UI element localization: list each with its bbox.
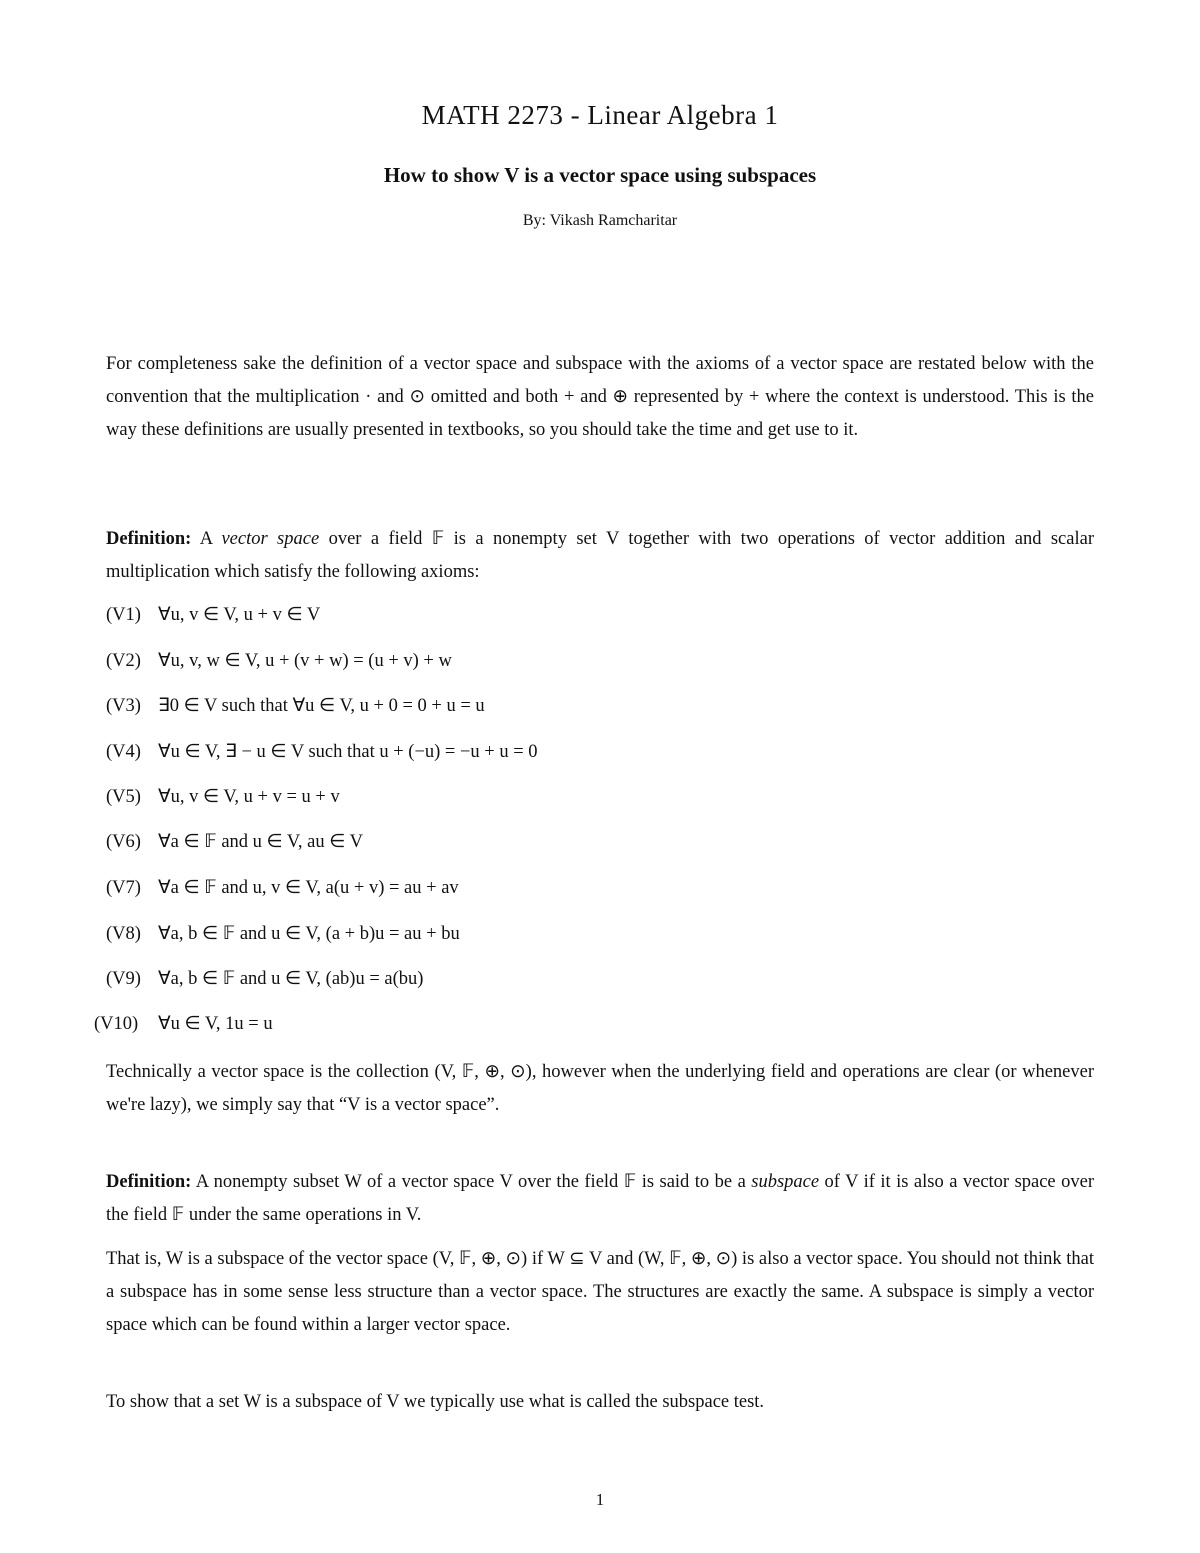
subspace-definition xyxy=(106,1166,1094,1232)
definition-text-pre: A nonempty subset W of a vector space V over the field 𝔽 is said to be a xyxy=(191,1172,752,1192)
definition-term: subspace xyxy=(751,1172,820,1192)
axiom-item xyxy=(106,604,320,634)
axiom-tag: (V7) xyxy=(106,878,141,898)
axiom-item xyxy=(94,1013,273,1043)
axiom-tag: (V2) xyxy=(106,651,141,671)
axiom-item xyxy=(106,923,460,953)
axiom-tag: (V5) xyxy=(106,787,141,807)
axiom-text: ∀u, v ∈ V, u + v ∈ V xyxy=(158,605,321,625)
axiom-tag: (V4) xyxy=(106,742,141,762)
definition-label: Definition: xyxy=(106,529,192,549)
axiom-text: ∀a, b ∈ 𝔽 and u ∈ V, (ab)u = a(bu) xyxy=(158,969,424,989)
definition-text-pre: A xyxy=(191,529,222,549)
page-number: 1 xyxy=(595,1490,605,1509)
that-is-paragraph: That is, W is a subspace of the vector space (V, 𝔽, ⊕, ⊙) if W ⊆ V and (W, 𝔽, ⊕, ⊙) is also a vector space. You should not think that a subspace has in some sense less structure than a vector space. The structures are exactly the same. A subspace is simply a vector space which can be found within a larger vector space. xyxy=(106,1249,1094,1335)
axiom-item xyxy=(106,786,340,816)
vector-space-definition xyxy=(106,523,1094,589)
axiom-text: ∀u, v ∈ V, u + v = u + v xyxy=(158,787,340,807)
axiom-text: ∀u, v, w ∈ V, u + (v + w) = (u + v) + w xyxy=(158,651,452,671)
axiom-text: ∀u ∈ V, ∃ − u ∈ V such that u + (−u) = −u + u = 0 xyxy=(158,742,538,762)
axiom-text: ∀a ∈ 𝔽 and u, v ∈ V, a(u + v) = au + av xyxy=(158,878,459,898)
axiom-item xyxy=(106,968,423,998)
collection-paragraph: Technically a vector space is the collection (V, 𝔽, ⊕, ⊙), however when the underlying field and operations are clear (or whenever we're lazy), we simply say that “V is a vector space”. xyxy=(106,1062,1094,1115)
axiom-item xyxy=(106,650,452,680)
axiom-tag: (V1) xyxy=(106,605,141,625)
axiom-tag: (V9) xyxy=(106,969,141,989)
document-title: MATH 2273 - Linear Algebra 1 xyxy=(421,100,779,130)
definition-text-post: over a field 𝔽 is a nonempty set V together with two operations of vector addition and scalar multiplication which satisfy the following axioms: xyxy=(106,529,1094,582)
axiom-item xyxy=(106,741,538,771)
definition-term: vector space xyxy=(221,529,320,549)
definition-label: Definition: xyxy=(106,1172,192,1192)
axiom-text: ∀a ∈ 𝔽 and u ∈ V, au ∈ V xyxy=(158,832,364,852)
axiom-item xyxy=(106,695,485,725)
document-author: By: Vikash Ramcharitar xyxy=(522,212,678,229)
axiom-text: ∀u ∈ V, 1u = u xyxy=(158,1014,273,1034)
intro-paragraph: For completeness sake the definition of a vector space and subspace with the axioms of a vector space are restated below with the convention that the multiplication · and ⊙ omitted and both + and ⊕ represented by + where the context is understood. This is the way these definitions are usually presented in textbooks, so you should take the time and get use to it. xyxy=(106,354,1094,440)
document-subtitle: How to show V is a vector space using subspaces xyxy=(383,163,817,187)
axiom-item xyxy=(106,877,459,907)
axiom-tag: (V8) xyxy=(106,924,141,944)
axiom-item xyxy=(106,831,363,861)
axiom-tag: (V3) xyxy=(106,696,141,716)
closing-paragraph: To show that a set W is a subspace of V we typically use what is called the subspace test. xyxy=(106,1392,765,1412)
axiom-text: ∀a, b ∈ 𝔽 and u ∈ V, (a + b)u = au + bu xyxy=(158,924,460,944)
axiom-text: ∃0 ∈ V such that ∀u ∈ V, u + 0 = 0 + u = u xyxy=(158,696,485,716)
axiom-tag: (V10) xyxy=(94,1014,139,1034)
axiom-tag: (V6) xyxy=(106,832,141,852)
definition-text-post: of V if it is also a vector space over the field 𝔽 under the same operations in V. xyxy=(106,1172,1094,1225)
